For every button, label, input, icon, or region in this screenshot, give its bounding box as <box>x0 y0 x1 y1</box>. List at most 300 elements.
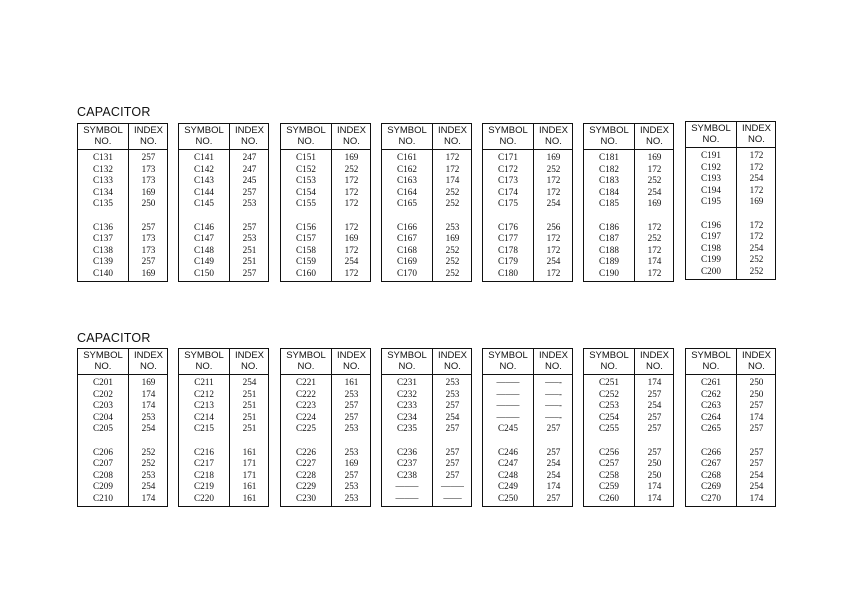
index-column <box>230 377 269 505</box>
index-cell: 171 <box>242 458 257 469</box>
symbol-cell: C142 <box>194 163 214 174</box>
symbol-cell: C145 <box>194 198 214 209</box>
index-no-header: INDEX NO. <box>234 350 265 372</box>
index-cell: 172 <box>445 163 460 174</box>
index-cell: 257 <box>647 423 662 434</box>
symbol-column <box>78 377 128 505</box>
index-cell: 257 <box>445 446 460 457</box>
symbol-cell: C164 <box>397 186 417 197</box>
row-group-gap <box>332 210 371 222</box>
index-no-header: INDEX NO. <box>538 350 569 372</box>
index-cell: 174 <box>647 492 662 503</box>
symbol-cell: C257 <box>599 458 619 469</box>
index-cell: —–— <box>441 481 464 492</box>
index-cell: 250 <box>749 377 764 387</box>
header-divider <box>584 149 673 150</box>
index-column <box>635 152 674 280</box>
index-cell: 172 <box>647 163 662 174</box>
index-cell: 172 <box>344 221 359 232</box>
symbol-column <box>686 150 736 278</box>
symbol-cell: C153 <box>296 175 316 186</box>
index-cell: 253 <box>445 388 460 399</box>
symbol-cell: C265 <box>701 423 721 434</box>
symbol-cell: C262 <box>701 388 721 399</box>
index-column <box>433 152 472 280</box>
index-cell: 161 <box>242 446 257 457</box>
index-cell: 252 <box>445 256 460 267</box>
index-cell: 251 <box>242 388 257 399</box>
index-cell: 254 <box>141 481 156 492</box>
header-divider <box>179 149 268 150</box>
header-divider <box>584 374 673 375</box>
symbol-cell: C238 <box>397 469 417 480</box>
index-cell: 257 <box>749 400 764 411</box>
index-cell: 252 <box>445 198 460 209</box>
symbol-cell: C270 <box>701 492 721 503</box>
symbol-cell: C178 <box>498 244 518 255</box>
symbol-cell: C219 <box>194 481 214 492</box>
row-group-gap <box>534 435 573 447</box>
symbol-cell: C195 <box>701 196 721 207</box>
row-group-gap <box>382 435 432 447</box>
symbol-cell: C169 <box>397 256 417 267</box>
symbol-no-header: SYMBOL NO. <box>691 123 731 145</box>
symbol-cell: C209 <box>93 481 113 492</box>
index-cell: 252 <box>445 267 460 278</box>
index-cell: 253 <box>344 388 359 399</box>
symbol-cell: C199 <box>701 254 721 265</box>
index-cell: 257 <box>445 400 460 411</box>
index-cell: 172 <box>749 184 764 195</box>
header-divider <box>78 149 167 150</box>
index-cell: 169 <box>344 152 359 162</box>
symbol-cell: C148 <box>194 244 214 255</box>
index-cell: 172 <box>749 150 764 160</box>
symbol-index-table <box>77 123 168 282</box>
symbol-index-table <box>77 348 168 507</box>
symbol-cell: C254 <box>599 411 619 422</box>
index-cell: 169 <box>141 377 156 387</box>
symbol-no-header: SYMBOL NO. <box>286 125 326 147</box>
row-group-gap <box>584 435 634 447</box>
index-cell: 173 <box>141 244 156 255</box>
symbol-cell: C247 <box>498 458 518 469</box>
index-cell: 256 <box>546 221 561 232</box>
symbol-cell: C183 <box>599 175 619 186</box>
row-group-gap <box>635 435 674 447</box>
symbol-no-header: SYMBOL NO. <box>286 350 326 372</box>
index-cell: 172 <box>344 244 359 255</box>
index-cell: 172 <box>647 221 662 232</box>
symbol-cell: C206 <box>93 446 113 457</box>
header-divider <box>179 374 268 375</box>
symbol-column <box>78 152 128 280</box>
row-group-gap <box>483 435 533 447</box>
index-no-header: INDEX NO. <box>639 350 670 372</box>
symbol-cell: C223 <box>296 400 316 411</box>
row-group-gap <box>534 210 573 222</box>
index-cell: 251 <box>242 411 257 422</box>
symbol-cell: C167 <box>397 233 417 244</box>
symbol-index-table <box>583 348 674 507</box>
index-cell: —–- <box>545 388 562 399</box>
symbol-cell: C165 <box>397 198 417 209</box>
row-group-gap <box>230 435 269 447</box>
symbol-cell: C215 <box>194 423 214 434</box>
symbol-cell: C268 <box>701 469 721 480</box>
index-cell: 254 <box>647 400 662 411</box>
index-cell: 257 <box>344 469 359 480</box>
index-no-header: INDEX NO. <box>741 350 772 372</box>
symbol-cell: C221 <box>296 377 316 387</box>
symbol-cell: C131 <box>93 152 113 162</box>
index-cell: 172 <box>344 186 359 197</box>
row-group-gap <box>737 208 776 220</box>
index-cell: 257 <box>242 221 257 232</box>
symbol-cell: C224 <box>296 411 316 422</box>
symbol-cell: C250 <box>498 492 518 503</box>
symbol-no-header: SYMBOL NO. <box>83 350 123 372</box>
index-no-header: INDEX NO. <box>234 125 265 147</box>
index-cell: 257 <box>445 469 460 480</box>
symbol-cell: C212 <box>194 388 214 399</box>
symbol-no-header: SYMBOL NO. <box>589 350 629 372</box>
symbol-cell: —–— <box>496 400 520 411</box>
symbol-index-table <box>178 348 269 507</box>
index-cell: 257 <box>141 256 156 267</box>
symbol-no-header: SYMBOL NO. <box>387 350 427 372</box>
index-cell: 253 <box>344 481 359 492</box>
index-cell: 174 <box>749 411 764 422</box>
index-no-header: INDEX NO. <box>336 125 367 147</box>
symbol-cell: C179 <box>498 256 518 267</box>
symbol-cell: C227 <box>296 458 316 469</box>
index-no-header: INDEX NO. <box>437 125 468 147</box>
symbol-cell: —–— <box>395 481 419 492</box>
index-cell: —–- <box>545 411 562 422</box>
symbol-index-table <box>280 123 371 282</box>
symbol-column <box>483 152 533 280</box>
symbol-cell: C175 <box>498 198 518 209</box>
index-cell: 257 <box>647 388 662 399</box>
symbol-cell: C193 <box>701 173 721 184</box>
symbol-column <box>686 377 736 505</box>
symbol-cell: C192 <box>701 161 721 172</box>
symbol-cell: C245 <box>498 423 518 434</box>
index-cell: 254 <box>344 256 359 267</box>
index-cell: 252 <box>141 446 156 457</box>
index-cell: 169 <box>749 196 764 207</box>
symbol-no-header: SYMBOL NO. <box>83 125 123 147</box>
index-cell: 254 <box>242 377 257 387</box>
symbol-cell: C162 <box>397 163 417 174</box>
index-cell: 257 <box>749 446 764 457</box>
index-cell: 169 <box>344 233 359 244</box>
symbol-cell: C222 <box>296 388 316 399</box>
index-column <box>737 377 776 505</box>
row-group-gap <box>129 210 168 222</box>
symbol-no-header: SYMBOL NO. <box>488 125 528 147</box>
index-cell: 252 <box>749 254 764 265</box>
index-cell: 172 <box>445 152 460 162</box>
symbol-no-header: SYMBOL NO. <box>691 350 731 372</box>
symbol-index-table <box>685 121 776 280</box>
symbol-cell: C204 <box>93 411 113 422</box>
symbol-cell: —–— <box>496 411 520 422</box>
symbol-no-header: SYMBOL NO. <box>488 350 528 372</box>
symbol-cell: C135 <box>93 198 113 209</box>
symbol-cell: C233 <box>397 400 417 411</box>
index-cell: 252 <box>647 233 662 244</box>
index-cell: 254 <box>749 173 764 184</box>
symbol-cell: C234 <box>397 411 417 422</box>
index-cell: 253 <box>141 469 156 480</box>
symbol-cell: C255 <box>599 423 619 434</box>
symbol-cell: C220 <box>194 492 214 503</box>
index-cell: 250 <box>647 469 662 480</box>
symbol-cell: C180 <box>498 267 518 278</box>
header-divider <box>483 149 572 150</box>
index-cell: 257 <box>647 446 662 457</box>
symbol-cell: C201 <box>93 377 113 387</box>
index-cell: 173 <box>141 163 156 174</box>
index-cell: 257 <box>647 411 662 422</box>
symbol-cell: C138 <box>93 244 113 255</box>
index-cell: 257 <box>546 446 561 457</box>
header-divider <box>686 147 775 148</box>
symbol-cell: C208 <box>93 469 113 480</box>
symbol-index-table <box>381 123 472 282</box>
symbol-column <box>382 152 432 280</box>
section-title: CAPACITOR <box>77 331 151 345</box>
symbol-cell: C160 <box>296 267 316 278</box>
row-group-gap <box>433 435 472 447</box>
index-cell: 257 <box>546 492 561 503</box>
symbol-cell: C249 <box>498 481 518 492</box>
symbol-cell: C166 <box>397 221 417 232</box>
index-cell: 254 <box>647 186 662 197</box>
symbol-cell: C256 <box>599 446 619 457</box>
index-cell: —–- <box>545 400 562 411</box>
index-cell: 257 <box>445 423 460 434</box>
symbol-cell: C188 <box>599 244 619 255</box>
symbol-cell: C152 <box>296 163 316 174</box>
index-column <box>433 377 472 505</box>
symbol-cell: C246 <box>498 446 518 457</box>
index-cell: 253 <box>344 446 359 457</box>
row-group-gap <box>635 210 674 222</box>
symbol-cell: C251 <box>599 377 619 387</box>
symbol-cell: C182 <box>599 163 619 174</box>
row-group-gap <box>483 210 533 222</box>
index-cell: 172 <box>546 244 561 255</box>
row-group-gap <box>230 210 269 222</box>
symbol-cell: C191 <box>701 150 721 160</box>
index-cell: 173 <box>141 233 156 244</box>
index-cell: 174 <box>749 492 764 503</box>
symbol-cell: C202 <box>93 388 113 399</box>
symbol-cell: C140 <box>93 267 113 278</box>
header-divider <box>78 374 167 375</box>
row-group-gap <box>433 210 472 222</box>
index-column <box>737 150 776 278</box>
index-cell: 172 <box>546 267 561 278</box>
symbol-cell: C174 <box>498 186 518 197</box>
index-cell: 174 <box>141 492 156 503</box>
index-column <box>332 152 371 280</box>
index-no-header: INDEX NO. <box>538 125 569 147</box>
symbol-cell: C258 <box>599 469 619 480</box>
symbol-cell: C185 <box>599 198 619 209</box>
index-column <box>129 152 168 280</box>
index-cell: 253 <box>242 233 257 244</box>
symbol-cell: C155 <box>296 198 316 209</box>
row-group-gap <box>382 210 432 222</box>
section-title: CAPACITOR <box>77 105 151 119</box>
index-cell: 254 <box>749 242 764 253</box>
index-cell: 257 <box>141 152 156 162</box>
index-cell: 252 <box>749 265 764 276</box>
symbol-cell: C196 <box>701 219 721 230</box>
symbol-cell: C143 <box>194 175 214 186</box>
symbol-cell: C216 <box>194 446 214 457</box>
index-cell: 250 <box>141 198 156 209</box>
index-cell: 257 <box>344 411 359 422</box>
symbol-cell: C261 <box>701 377 721 387</box>
symbol-index-table <box>583 123 674 282</box>
index-cell: 252 <box>546 163 561 174</box>
index-cell: 172 <box>647 267 662 278</box>
symbol-cell: C186 <box>599 221 619 232</box>
index-cell: 254 <box>749 469 764 480</box>
index-cell: 253 <box>141 411 156 422</box>
index-cell: 172 <box>546 186 561 197</box>
index-cell: 161 <box>242 492 257 503</box>
index-cell: 174 <box>647 481 662 492</box>
index-cell: 169 <box>647 152 662 162</box>
symbol-cell: —–— <box>496 388 520 399</box>
index-no-header: INDEX NO. <box>639 125 670 147</box>
index-cell: 169 <box>546 152 561 162</box>
symbol-no-header: SYMBOL NO. <box>184 350 224 372</box>
row-group-gap <box>281 435 331 447</box>
symbol-cell: C172 <box>498 163 518 174</box>
symbol-cell: C210 <box>93 492 113 503</box>
index-cell: 172 <box>344 267 359 278</box>
index-cell: 174 <box>445 175 460 186</box>
index-cell: 172 <box>546 233 561 244</box>
symbol-cell: C211 <box>194 377 214 387</box>
symbol-cell: C205 <box>93 423 113 434</box>
symbol-cell: C213 <box>194 400 214 411</box>
symbol-cell: C269 <box>701 481 721 492</box>
index-cell: 253 <box>344 423 359 434</box>
index-cell: 252 <box>647 175 662 186</box>
header-divider <box>281 149 370 150</box>
index-cell: 171 <box>242 469 257 480</box>
index-column <box>635 377 674 505</box>
symbol-cell: C163 <box>397 175 417 186</box>
symbol-index-table <box>685 348 776 507</box>
symbol-cell: C187 <box>599 233 619 244</box>
row-group-gap <box>584 210 634 222</box>
index-column <box>230 152 269 280</box>
index-cell: 172 <box>546 175 561 186</box>
symbol-cell: C184 <box>599 186 619 197</box>
symbol-cell: C190 <box>599 267 619 278</box>
symbol-column <box>382 377 432 505</box>
symbol-cell: C218 <box>194 469 214 480</box>
symbol-cell: C141 <box>194 152 214 162</box>
index-cell: 254 <box>141 423 156 434</box>
symbol-cell: C225 <box>296 423 316 434</box>
symbol-column <box>584 377 634 505</box>
index-cell: 250 <box>749 388 764 399</box>
symbol-cell: C132 <box>93 163 113 174</box>
header-divider <box>686 374 775 375</box>
row-group-gap <box>129 435 168 447</box>
symbol-cell: C189 <box>599 256 619 267</box>
index-cell: 254 <box>749 481 764 492</box>
index-cell: 252 <box>445 244 460 255</box>
index-cell: 247 <box>242 163 257 174</box>
symbol-cell: C236 <box>397 446 417 457</box>
index-cell: 257 <box>749 423 764 434</box>
header-divider <box>281 374 370 375</box>
symbol-cell: C253 <box>599 400 619 411</box>
index-cell: 251 <box>242 400 257 411</box>
symbol-cell: C173 <box>498 175 518 186</box>
index-no-header: INDEX NO. <box>437 350 468 372</box>
index-cell: 250 <box>647 458 662 469</box>
symbol-cell: C232 <box>397 388 417 399</box>
symbol-cell: C159 <box>296 256 316 267</box>
index-cell: 253 <box>445 377 460 387</box>
row-group-gap <box>737 435 776 447</box>
symbol-cell: C170 <box>397 267 417 278</box>
row-group-gap <box>686 435 736 447</box>
index-cell: 257 <box>749 458 764 469</box>
index-cell: 174 <box>141 388 156 399</box>
symbol-cell: C217 <box>194 458 214 469</box>
symbol-cell: C264 <box>701 411 721 422</box>
symbol-cell: C207 <box>93 458 113 469</box>
symbol-cell: C158 <box>296 244 316 255</box>
index-cell: 257 <box>242 267 257 278</box>
index-cell: 174 <box>647 377 662 387</box>
symbol-index-table <box>280 348 371 507</box>
index-cell: 174 <box>546 481 561 492</box>
symbol-cell: C139 <box>93 256 113 267</box>
symbol-cell: C150 <box>194 267 214 278</box>
symbol-cell: C146 <box>194 221 214 232</box>
index-cell: 172 <box>344 198 359 209</box>
index-column <box>332 377 371 505</box>
index-cell: 251 <box>242 244 257 255</box>
symbol-cell: C263 <box>701 400 721 411</box>
symbol-cell: C151 <box>296 152 316 162</box>
index-cell: 252 <box>344 163 359 174</box>
symbol-column <box>179 377 229 505</box>
symbol-cell: C136 <box>93 221 113 232</box>
symbol-cell: C154 <box>296 186 316 197</box>
index-cell: 254 <box>546 256 561 267</box>
symbol-cell: C235 <box>397 423 417 434</box>
index-cell: 253 <box>445 221 460 232</box>
index-no-header: INDEX NO. <box>133 350 164 372</box>
index-cell: 172 <box>749 161 764 172</box>
header-divider <box>382 149 471 150</box>
